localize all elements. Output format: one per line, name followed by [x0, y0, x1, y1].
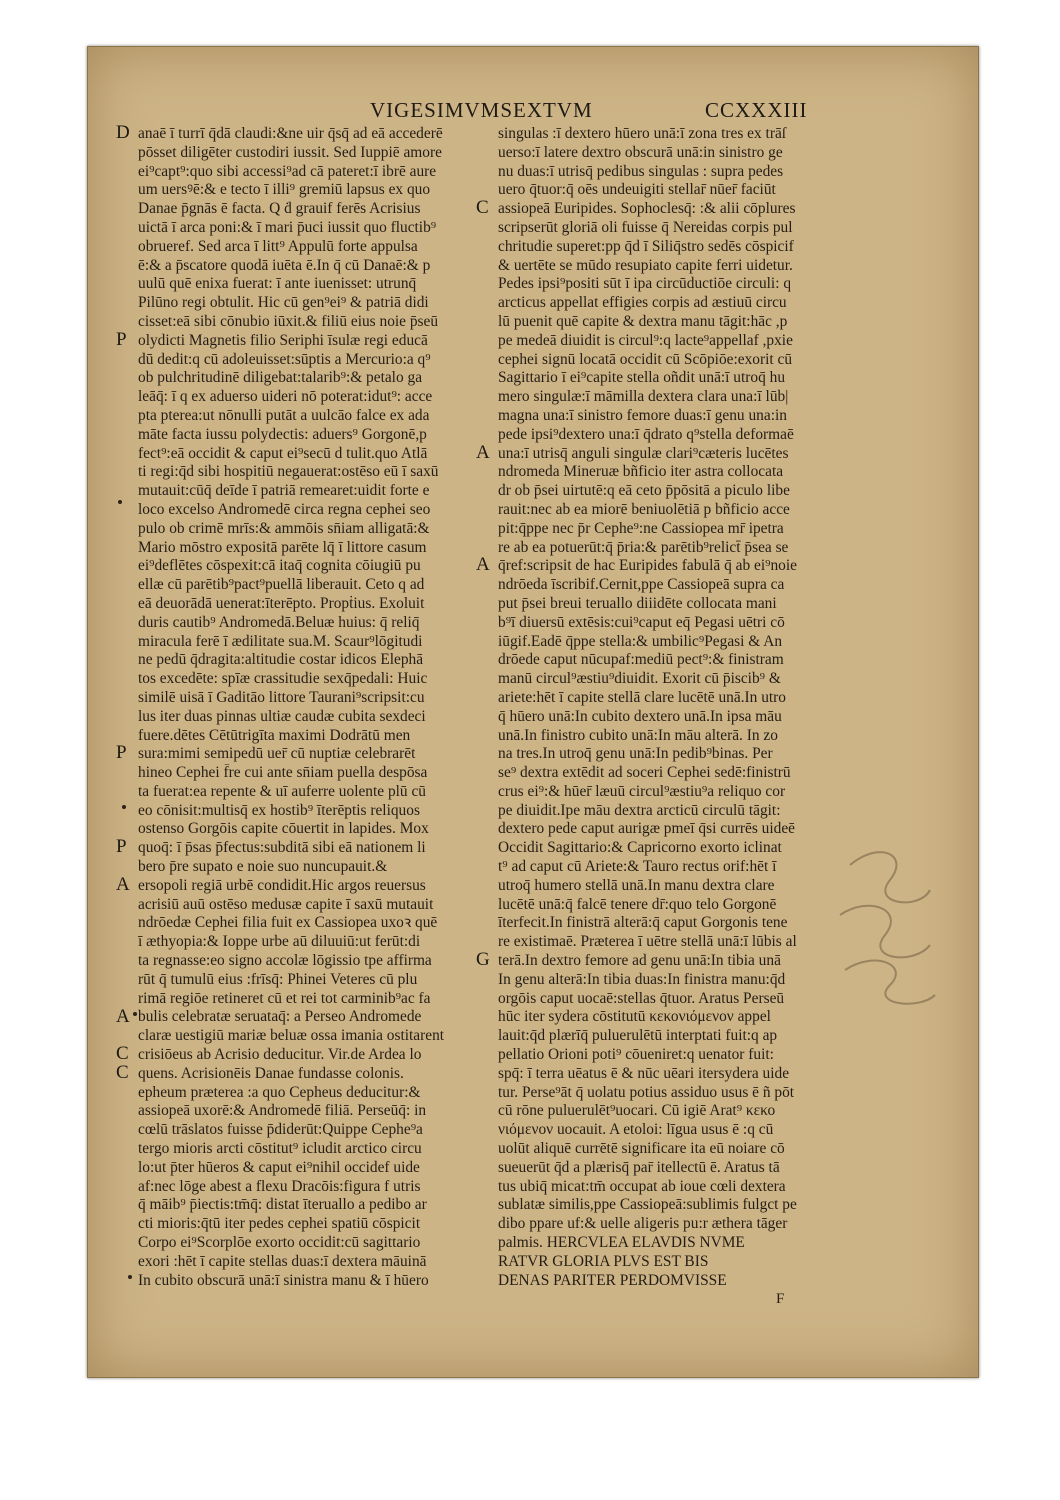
text-line: Pilūno regi obtulit. Hic cū gen⁹ei⁹ & patriā didi [138, 294, 429, 312]
margin-mark [122, 805, 126, 809]
running-title: VIGESIMVMSEXTVM [370, 98, 593, 122]
text-line: uulū quē enixa fuerat: ī ante iuenisset: utrunq̄ [138, 275, 417, 293]
text-line: rimā regiōe retineret cū et rei tot carminib⁹ac fa [138, 989, 431, 1007]
initial-letter: C [476, 197, 489, 219]
text-line: b⁹ī diuersū extēsis:cui⁹caput eq̄ Pegasi uētri cō [498, 613, 785, 631]
initial-letter: P [116, 836, 127, 858]
initial-letter: A [116, 874, 130, 895]
text-line: rauit:nec ab ea miorē beniuolētiā p bñficio acce [498, 500, 790, 518]
initial-letter: A [116, 1005, 130, 1027]
text-line: Corpo ei⁹Scorplōe exorto occidit:cū sagittario [138, 1234, 421, 1252]
text-line: rūt q̄ tumulū eius :frīsq̄: Phinei Veteres cū plu [138, 970, 418, 988]
text-line: Occidit Sagittario:& Capricorno exorto iclinat [498, 839, 782, 857]
text-line: cū rōne puluerulēt⁹uocari. Cū igiē Arat⁹ κεκο [498, 1102, 776, 1120]
text-line: dibo ppare uf:& uelle aligeris pu:r æthera tāger [498, 1215, 788, 1233]
text-line: pit:q̄ppe nec p̄r Cephe⁹:ne Cassiopea mr̄ ipetra [498, 519, 784, 537]
text-line: pe diuidit.Ipe māu dextra arcticū circulū tāgit: [498, 801, 781, 819]
text-line: ariete:hēt ī capite stellā clare lucētē unā.In utro [498, 688, 786, 706]
text-line: similē uisā ī Gaditāo littore Taurani⁹scripsit:cu [138, 688, 425, 706]
text-line: uero q̄tuor:q̄ oēs undeuigiti stellar̄ nūer̄ faciūt [498, 181, 776, 199]
text-line: quoq̄: ī p̄sas p̄fectus:subditā sibi eā nationem li [138, 839, 426, 857]
text-line: tergo mioris arcti cōstitut⁹ icludit arctico circu [138, 1140, 422, 1158]
text-line: acrisiū auū ostēso medusæ capite ī saxū mutauit [138, 895, 434, 913]
margin-mark [118, 500, 122, 504]
text-line: unā.In finistro cubito unā:In māu alterā. In zo [498, 726, 778, 744]
text-line: duris cautib⁹ Andromedā.Beluæ huius: q̄ reliq̄ [138, 613, 420, 631]
text-line: ostenso Gorgōis capite cōuertit in lapides. Mox [138, 820, 429, 838]
text-line: ta fuerat:ea repente & uī auferre uolente plū cū [138, 782, 426, 800]
text-line: ob pulchritudinē diligebat:talarib⁹:& petalo ga [138, 369, 423, 387]
text-line: assiopeā uxorē:& Andromedē filiā. Perseūq̄: in [138, 1102, 427, 1120]
margin-mark [133, 1012, 137, 1016]
text-line: drōede caput nūcupaf:mediū pect⁹:& finistram [498, 651, 784, 669]
text-line: manū circul⁹æstiu⁹diuidit. Exorit cū p̄iscib⁹ & [498, 670, 781, 688]
text-line: mero singulæ:ī māmilla dextera clara una:ī lūb| [498, 388, 789, 406]
signature-mark: F [776, 1291, 785, 1308]
text-line: fuere.dētes Cētūtrigīta maximi Dodrātū men [138, 726, 411, 744]
text-line: tur. Perse⁹āt q̄ uolatu potius assiduo usus ē ñ pōt [498, 1083, 795, 1101]
text-line: uerso:ī latere dextro obscurā unā:in sinistro ge [498, 143, 783, 161]
text-line: orgōis caput uocaē:stellas q̄tuor. Aratus Perseū [498, 989, 785, 1007]
text-line: se⁹ dextra extēdit ad soceri Cephei sedē:finistrū [498, 764, 791, 782]
text-line: & uertēte se mūdo resupiato capite ferri uidetur. [498, 256, 793, 274]
text-line: pta pterea:ut nōnulli putāt a uulcāo falce ex ada [138, 406, 430, 424]
text-line: ndrōeda īscribif.Cernit,ppe Cassiopeā supra ca [498, 576, 785, 594]
text-line: eā deuorādā uenerat:īterēpto. Propṫius. Exoluit [138, 594, 425, 612]
text-line: ti regi:q̄d sibi hospitiū negauerat:ostēso eū ī saxū [138, 463, 439, 481]
text-line: chritudie superet:pp q̄d ī Siliq̄stro sedēs cōspicif [498, 237, 794, 255]
text-line: loco excelso Andromedē circa regna cephei seo [138, 500, 431, 518]
text-line: obrueref. Sed arca ī litt⁹ Appulū forte appulsa [138, 237, 418, 255]
text-line: ta regnasse:eo signo accolæ lōgissio tpe affirma [138, 952, 432, 970]
text-line: sueuerūt q̄d a plærisq̄ par̄ itellectū ē. Aratus tā [498, 1158, 780, 1176]
text-line: nu duas:ī utrisq̄ pedibus singulas : supra pedes [498, 162, 784, 180]
text-line: utroq̄ humero stellā unā.In manu dextra clare [498, 876, 775, 894]
text-line: ndrōedæ Cephei filia fuit ex Cassiopea uxoꝛ quē [138, 914, 438, 932]
left-text-column [116, 122, 470, 1290]
text-line: ndromeda Mineruæ bñficio iter astra collocata [498, 463, 784, 481]
text-line: magna una:ī sinistro femore duas:ī genu una:in [498, 406, 787, 424]
text-line: re existimaē. Præterea ī uētre stellā unā:ī lūbis al [498, 933, 797, 951]
text-line: hūc iter sydera cōstitutū κεκονιόμενον appel [498, 1008, 771, 1026]
text-line: spq̄: ī terra uēatus ē & nūc uēari itersydera uide [498, 1064, 790, 1082]
text-line: sublatæ similis,ppe Cassiopeā:sublimis fulgct pe [498, 1196, 797, 1214]
text-line: νιόμενον uocauit. A etoloi: līgua usus ē :q cū [498, 1121, 774, 1139]
text-line: put p̄sei breui teruallo diiidēte collocata mani [498, 594, 777, 612]
text-line: ersopoli regiā urbē condidit.Hic argos reuersus [138, 876, 426, 894]
text-line: q̄ hūero unā:In cubito dextero unā.In ipsa māu [498, 707, 782, 725]
text-line: olydicti Magnetis filio Seriphi īsulæ regi educā [138, 331, 428, 349]
text-line: cœlū trāslatos fuisse p̄diderūt:Quippe Cephe⁹a [138, 1121, 423, 1139]
text-line: singulas :ī dextero hūero unā:ī zona tres ex trāſ [498, 125, 787, 142]
text-line: Danae p̄gnās ē facta. Q ḋ grauif ferēs Acrisius [138, 200, 421, 218]
text-line: epheum præterea :a quo Cepheus deducitur:& [138, 1083, 421, 1101]
text-line: iūgif.Eadē q̄ppe stella:& umbilic⁹Pegasi & An [498, 632, 783, 650]
text-line: palmis. HERCVLEA ELAVDIS NVME [498, 1234, 745, 1252]
text-line: In cubito obscurā unā:ī sinistra manu & ī hūero [138, 1271, 429, 1289]
text-line: terā.In dextro femore ad genu unā:In tibia unā [498, 952, 781, 970]
text-line: af:nec lōge abest a flexu Dracōis:figura f utris [138, 1177, 421, 1195]
text-line: bulis celebratæ seruataq̄: a Perseo Andromede [138, 1008, 422, 1026]
initial-letter: P [116, 328, 127, 350]
text-line: scripserūt gloriā oli fuisse q̄ Nereidas corpis pul [498, 218, 793, 236]
text-line: pellatio Orioni poti⁹ cōueniret:q uenator fuit: [498, 1046, 774, 1064]
text-line: lo:ut p̄ter hūeros & caput ei⁹nihil occidef uide [138, 1158, 420, 1176]
text-line: Sagittario ī ei⁹capite stella oñdit unā:ī utroq̄ hu [498, 369, 786, 387]
text-line: uolūt aliquē currētē significare ita eū noiare cō [498, 1140, 785, 1158]
text-line: lauit:q̄d plærīq̄ puluerulētū interptati fuit:q ap [498, 1027, 778, 1045]
text-line: lus iter duas pinnas ultiæ caudæ cubita sexdeci [138, 707, 426, 725]
text-line: miracula ferē ī ædilitate sua.M. Scaur⁹lōgitudi [138, 632, 423, 650]
initial-letter: C [116, 1062, 129, 1083]
text-line: mutauit:cūq̄ deīde ī patriā remearet:uidit forte e [138, 482, 430, 500]
text-line: DENAS PARITER PERDOMVISSE [498, 1271, 727, 1289]
text-line: q̄ref:scripsit de hac Euripides fabulā q̄ ab ei⁹noie [498, 557, 797, 575]
initial-letter: A [476, 554, 490, 576]
text-line: eo cōnisit:multisq̄ ex hostib⁹ īterēptis reliquos [138, 801, 420, 819]
right-text-column [476, 125, 828, 1309]
text-line: crus ei⁹:& hūer̄ læuū circul⁹æstiu⁹a reliquo cor [498, 782, 786, 800]
text-line: dū dedit:q cū adoleuisset:sūptis a Mercurio:a q⁹ [138, 350, 431, 368]
text-line: pōsset diligēter custodiri iussit. Sed Iuppiē amore [138, 143, 442, 161]
text-line: ī æthyopia:& Ioppe urbe aū diluuiū:ut ferūt:di [138, 933, 421, 951]
library-stamp-mark [830, 835, 950, 1015]
text-line: lū puenit quē capite & dextra manu tāgit:hāc ,p [498, 312, 788, 330]
text-line: t⁹ ad caput cū Ariete:& Tauro rectus orif:hēt ī [498, 858, 777, 876]
initial-letter: D [116, 122, 130, 143]
text-line: cisset:eā sibi cōnubio iūxit.& filiū eius noie p̄seū [138, 312, 439, 330]
text-line: tos excedēte: spīæ crassitudie sexq̄pedali: Huic [138, 670, 428, 688]
text-line: sura:mimi semipedū uer̄ cū nuptiæ celebrarēt [138, 745, 416, 763]
text-line: īterfecit.In finistrā alterā:q̄ caput Gorgonis tene [498, 914, 788, 932]
text-line: q̄ māib⁹ p̄iectis:tm̄q̄: distat īteruallo a pedibo ar [138, 1196, 427, 1214]
text-line: re ab ea potuerūt:q̄ p̄ria:& parētib⁹relict̄ p̄sea se [498, 538, 789, 556]
text-line: hineo Cephei f̄re cui ante sn̄iam puella despōsa [138, 764, 428, 782]
margin-mark [128, 1275, 132, 1279]
text-line: crisiōeus ab Acrisio deducitur. Vir.de Ardea lo [138, 1046, 422, 1064]
text-line: pe medeā diuidit is circul⁹:q lacte⁹appellaf ,pxie [498, 331, 793, 349]
text-line: pede ipsi⁹dextero una:ī q̄drato q⁹stella deformaē [498, 425, 794, 443]
text-line: ellæ cū parētib⁹pact⁹puellā liberauit. Ceto q ad [138, 576, 425, 594]
initial-letter: C [116, 1043, 129, 1065]
text-line: māte facta iussu polydectis: aduers⁹ Gorgonē,p [138, 425, 427, 443]
text-line: ē:& a p̄scatore quodā iuēta ē.In q̄ cū Danaē:& p [138, 256, 431, 274]
text-line: Pedes ipsi⁹positi sūt ī ipa circūductiōe circuli: q [498, 275, 792, 293]
text-line: ne pedū q̄dragita:altitudie costar idicos Elephā [138, 651, 424, 669]
text-line: ei⁹capt⁹:quo sibi accessi⁹ad cā pateret:ī ibrē aure [138, 162, 437, 180]
text-line: assiopeā Euripides. Sophoclesq̄: :& alii cōplures [498, 200, 796, 218]
text-line: ei⁹deflētes cōspexit:cā itaq̄ cognita cōiugiū pu [138, 557, 421, 575]
initial-letter: P [116, 742, 127, 764]
text-line: tus ubiq̄ micat:tm̄ occupat ab ioue cœli dextera [498, 1177, 786, 1195]
text-line: cti mioris:q̄tū iter pedes cephei spatiū cōspicit [138, 1215, 421, 1233]
text-line: In genu alterā:In tibia duas:In finistra manu:q̄d [498, 970, 786, 988]
text-line: lucētē unā:q̄ falcē tenere dr̄:quo telo Gorgonē [498, 895, 777, 913]
folio-number: CCXXXIII [705, 98, 808, 122]
text-line: cephei signū locatā occidit cū Scōpiōe:exorit cū [498, 350, 793, 368]
text-line: um uersꝰē:& e tecto ī illi⁹ gremiū lapsus ex quo [138, 181, 431, 199]
text-line: na tres.In utroq̄ genu unā:In pedib⁹binas. Per [498, 745, 773, 763]
text-line: uictā ī arca poni:& ī mari p̄uci iussit quo fluctib⁹ [138, 218, 437, 236]
initial-letter: G [476, 949, 490, 971]
text-line: fect⁹:eā occidit & caput ei⁹secū d tulit.quo Atlā [138, 444, 428, 462]
text-line: dextero pede caput aurigæ pmeī q̄si currēs uideē [498, 820, 796, 838]
text-line: una:ī utrisq̄ anguli singulæ clari⁹cæteris lucētes [498, 444, 789, 462]
initial-letter: A [476, 441, 490, 463]
text-line: quens. Acrisionēis Danae fundasse colonis. [138, 1064, 404, 1082]
text-line: anaē ī turrī q̄dā claudi:&ne uir q̄sq̄ ad eā accederē [138, 125, 443, 142]
text-line: arcticus appellat effigies corpis ad æstiuū circu [498, 294, 787, 312]
text-line: RATVR GLORIA PLVS EST BIS [498, 1252, 709, 1270]
text-line: Mario mōstro expositā parēte lq̄ ī littore casum [138, 538, 427, 556]
text-line: pulo ob crimē mrīs:& ammōis sn̄iam alligatā:& [138, 519, 430, 537]
text-line: bero p̄re supato e noie suo nuncupauit.& [138, 858, 388, 876]
text-line: exori :hēt ī capite stellas duas:ī dextera māuinā [138, 1252, 427, 1270]
text-line: claræ uestigiū mariæ beluæ ossa imania ostitarent [138, 1027, 445, 1045]
text-line: dr ob p̄sei uirtutē:q eā ceto p̄pōsitā a piculo libe [498, 482, 790, 500]
text-line: leāq̄: ī q ex aduerso uideri nō poterat:idut⁹: acce [138, 388, 433, 406]
